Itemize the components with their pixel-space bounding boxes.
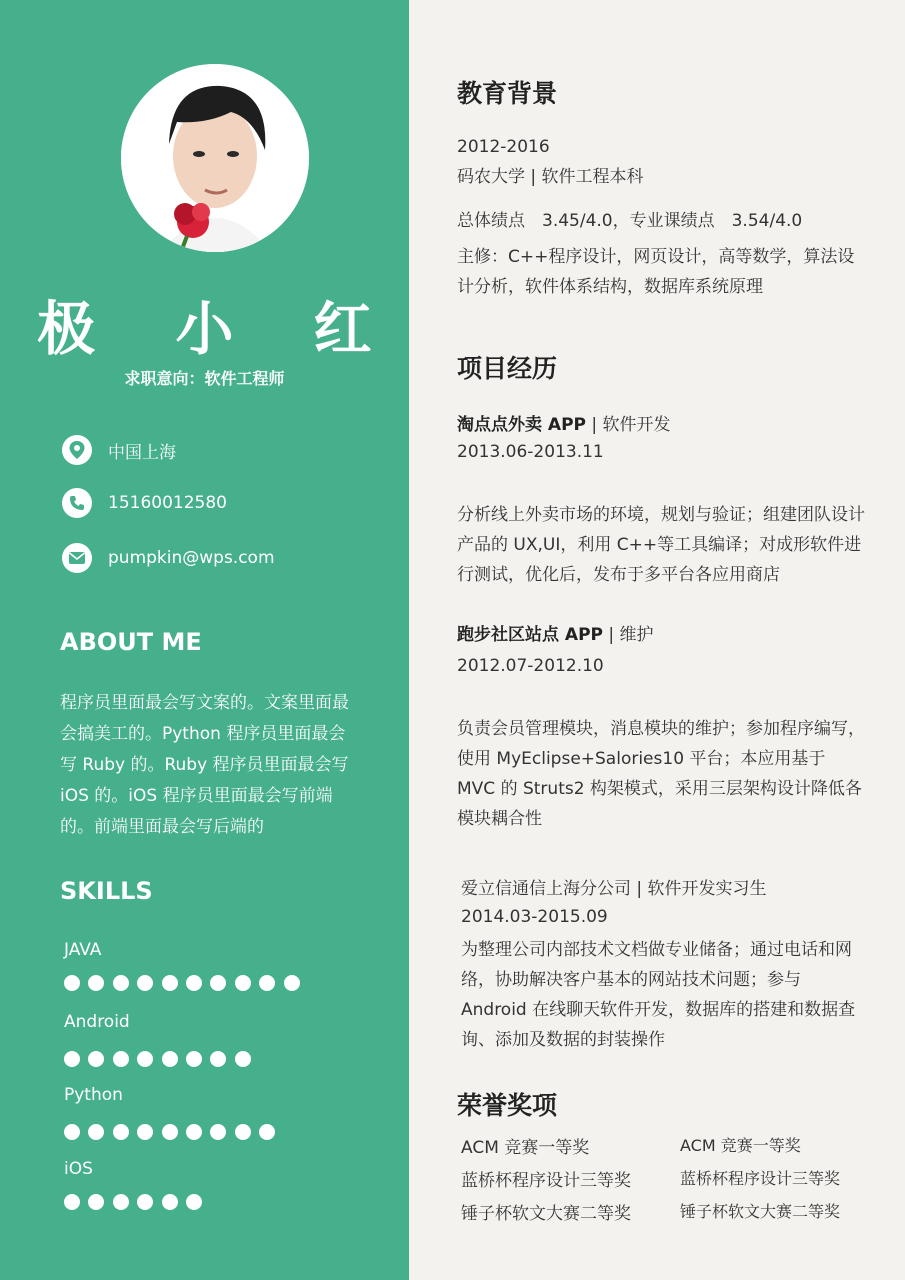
- award-item: 蓝桥杯程序设计三等奖: [680, 1169, 841, 1188]
- education-courses: 主修：C++程序设计，网页设计，高等数学，算法设计分析，软件体系结构，数据库系统原理: [457, 247, 855, 297]
- project-3-date: 2014.03-2015.09: [461, 907, 608, 927]
- skill-dot: [186, 1124, 202, 1140]
- skill-level-java: [64, 975, 308, 991]
- sidebar: [0, 0, 409, 1280]
- projects-title: 项目经历: [457, 354, 558, 383]
- avatar: [121, 64, 309, 252]
- skill-name-python: Python: [64, 1085, 123, 1105]
- skill-dot: [113, 1124, 129, 1140]
- skill-dot: [284, 975, 300, 991]
- project-1-role: | 软件开发: [586, 415, 671, 435]
- project-2-heading: [457, 620, 654, 650]
- education-gpa: 总体绩点 3.45/4.0，专业课绩点 3.54/4.0: [457, 211, 803, 231]
- skill-dot: [235, 1051, 251, 1067]
- skill-dot: [137, 975, 153, 991]
- project-2-name: 跑步社区站点 APP: [457, 625, 603, 645]
- skill-name-java: JAVA: [64, 940, 102, 960]
- project-1-name: 淘点点外卖 APP: [457, 415, 586, 435]
- location-pin-icon: [62, 435, 92, 465]
- project-2-desc: 负责会员管理模块，消息模块的维护；参加程序编写，使用 MyEclipse+Salories10 平台；本应用基于 MVC 的 Struts2 构架模式，采用三层架构设计降低各模块耦合性: [457, 719, 865, 829]
- skill-level-ios: [64, 1194, 210, 1210]
- portrait-image: [121, 64, 309, 252]
- about-title: ABOUT ME: [60, 628, 202, 656]
- job-intent: 求职意向：软件工程师: [124, 369, 285, 388]
- project-1-heading: [457, 410, 671, 440]
- mail-icon: [62, 543, 92, 573]
- skill-dot: [210, 975, 226, 991]
- project-1-desc: 分析线上外卖市场的环境，规划与验证；组建团队设计产品的 UX,UI，利用 C++等工具编译；对成形软件进行测试，优化后，发布于多平台各应用商店: [457, 505, 865, 585]
- skill-dot: [162, 975, 178, 991]
- candidate-name: 极 小 红: [37, 295, 402, 363]
- about-text: 程序员里面最会写文案的。文案里面最会搞美工的。Python 程序员里面最会写 Ruby 的。Ruby 程序员里面最会写 iOS 的。iOS 程序员里面最会写前端的。前端里面最会写后端的: [60, 693, 349, 837]
- skill-level-android: [64, 1051, 259, 1067]
- skill-dot: [113, 1051, 129, 1067]
- education-school: 码农大学 | 软件工程本科: [457, 167, 644, 187]
- skill-dot: [186, 1051, 202, 1067]
- skill-dot: [64, 1051, 80, 1067]
- award-item: 蓝桥杯程序设计三等奖: [461, 1171, 631, 1191]
- project-2-role: | 维护: [603, 625, 654, 645]
- skill-dot: [88, 1124, 104, 1140]
- award-item: 锤子杯软文大赛二等奖: [680, 1202, 841, 1221]
- skill-dot: [259, 1124, 275, 1140]
- phone-icon: [62, 488, 92, 518]
- skill-dot: [137, 1051, 153, 1067]
- skill-dot: [88, 1194, 104, 1210]
- education-title: 教育背景: [457, 79, 558, 108]
- awards-title: 荣誉奖项: [457, 1091, 558, 1120]
- location-text: 中国上海: [108, 442, 176, 463]
- project-3-desc: 为整理公司内部技术文档做专业储备；通过电话和网络，协助解决客户基本的网站技术问题；参与 Android 在线聊天软件开发，数据库的搭建和数据查询、添加及数据的封装操作: [461, 940, 856, 1050]
- contact-phone: [62, 488, 227, 518]
- skill-level-python: [64, 1124, 284, 1140]
- skill-dot: [259, 975, 275, 991]
- skills-title: SKILLS: [60, 877, 153, 905]
- skill-dot: [64, 1194, 80, 1210]
- skill-dot: [162, 1124, 178, 1140]
- award-item: ACM 竞赛一等奖: [461, 1138, 590, 1158]
- skill-dot: [186, 975, 202, 991]
- phone-text: 15160012580: [108, 493, 227, 513]
- skill-name-android: Android: [64, 1012, 130, 1032]
- skill-dot: [210, 1124, 226, 1140]
- email-text: pumpkin@wps.com: [108, 548, 275, 568]
- skill-dot: [162, 1051, 178, 1067]
- skill-dot: [64, 975, 80, 991]
- skill-dot: [210, 1051, 226, 1067]
- skill-dot: [113, 1194, 129, 1210]
- skill-name-ios: iOS: [64, 1159, 93, 1179]
- skill-dot: [235, 1124, 251, 1140]
- contact-email: [62, 543, 275, 573]
- skill-dot: [113, 975, 129, 991]
- skill-dot: [88, 975, 104, 991]
- skill-dot: [137, 1124, 153, 1140]
- award-item: ACM 竞赛一等奖: [680, 1136, 801, 1155]
- skill-dot: [64, 1124, 80, 1140]
- skill-dot: [137, 1194, 153, 1210]
- skill-dot: [235, 975, 251, 991]
- project-1-date: 2013.06-2013.11: [457, 442, 604, 462]
- skill-dot: [186, 1194, 202, 1210]
- contact-location: [62, 435, 176, 465]
- project-3-heading: 爱立信通信上海分公司 | 软件开发实习生: [461, 879, 767, 899]
- skill-dot: [88, 1051, 104, 1067]
- award-item: 锤子杯软文大赛二等奖: [461, 1204, 631, 1224]
- project-2-date: 2012.07-2012.10: [457, 656, 604, 676]
- skill-dot: [162, 1194, 178, 1210]
- education-years: 2012-2016: [457, 137, 550, 157]
